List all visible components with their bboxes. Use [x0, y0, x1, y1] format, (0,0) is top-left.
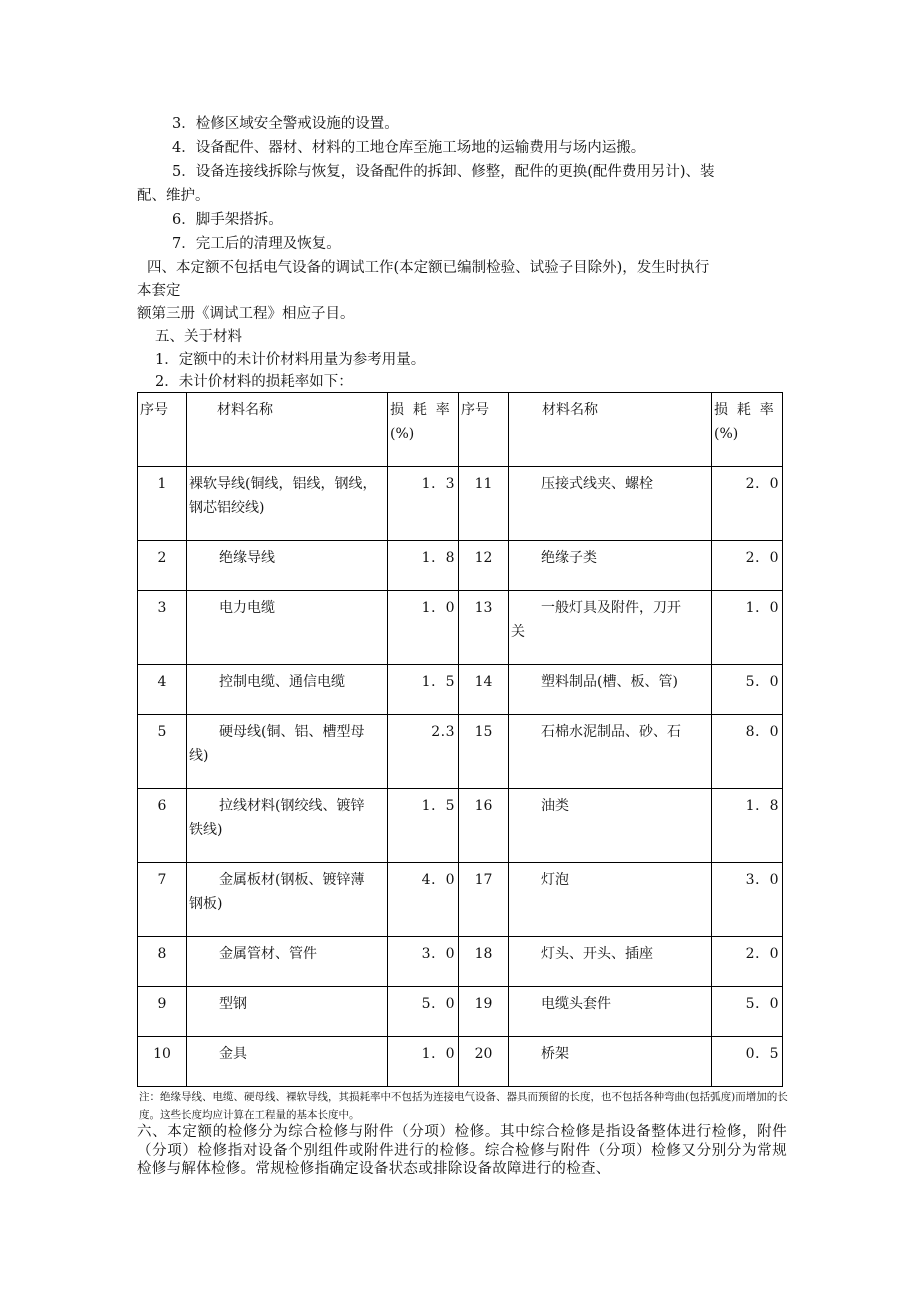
table-row: [138, 937, 783, 987]
row-material-name-2: 灯头、开头、插座: [509, 937, 712, 987]
row-material-name-2: 电缆头套件: [509, 987, 712, 1037]
row-material-name-2: 压接式线夹、螺栓: [509, 467, 712, 541]
header-rate: 损 耗 率 (%): [388, 393, 459, 467]
row-no: 9: [138, 987, 187, 1037]
table-row: [138, 591, 783, 665]
row-loss-rate-2: 2．0: [712, 937, 783, 987]
row-loss-rate-2: 2．0: [712, 467, 783, 541]
row-loss-rate-2: 3．0: [712, 863, 783, 937]
header-no: 序号: [138, 393, 187, 467]
row-loss-rate: 1．5: [388, 789, 459, 863]
row-no-2: 20: [459, 1037, 509, 1087]
section-6-text: 六、本定额的检修分为综合检修与附件（分项）检修。其中综合检修是指设备整体进行检修，附件（分项）检修指对设备个别组件或附件进行的检修。综合检修与附件（分项）检修又分别分为常规检修与解体检修。常规检修指确定设备状态或排除设备故障进行的检查、: [137, 1124, 787, 1177]
row-loss-rate: 5．0: [388, 987, 459, 1037]
row-loss-rate: 1．8: [388, 541, 459, 591]
row-no-2: 13: [459, 591, 509, 665]
row-material-name-2: 绝缘子类: [509, 541, 712, 591]
row-loss-rate-2: 2．0: [712, 541, 783, 591]
row-loss-rate: 2.3: [388, 715, 459, 789]
row-loss-rate-2: 5．0: [712, 987, 783, 1037]
item-3-text: 3．检修区域安全警戒设施的设置。: [172, 116, 399, 132]
table-row: [138, 467, 783, 541]
loss-rate-table: [137, 392, 783, 1087]
row-material-name: 绝缘导线: [187, 541, 388, 591]
header-rate-2: 损 耗 率 (%): [712, 393, 783, 467]
row-no-2: 17: [459, 863, 509, 937]
section-4-text-cont1: 本套定: [137, 283, 181, 299]
row-no: 2: [138, 541, 187, 591]
row-no-2: 19: [459, 987, 509, 1037]
row-loss-rate-2: 8．0: [712, 715, 783, 789]
section-4-text: 四、本定额不包括电气设备的调试工作(本定额已编制检验、试验子目除外)，发生时执行: [147, 260, 710, 276]
row-no-2: 18: [459, 937, 509, 987]
table-header-row: [138, 393, 783, 467]
table-row: [138, 1037, 783, 1087]
row-no: 3: [138, 591, 187, 665]
header-name: 材料名称: [187, 393, 388, 467]
row-no-2: 14: [459, 665, 509, 715]
row-loss-rate-2: 1．8: [712, 789, 783, 863]
row-material-name: 型钢: [187, 987, 388, 1037]
materials-item-2: 2．未计价材料的损耗率如下：: [155, 374, 353, 390]
row-material-name: 金具: [187, 1037, 388, 1087]
row-loss-rate-2: 1．0: [712, 591, 783, 665]
row-material-name: 控制电缆、通信电缆: [187, 665, 388, 715]
row-no: 7: [138, 863, 187, 937]
row-loss-rate: 1．0: [388, 1037, 459, 1087]
row-no: 6: [138, 789, 187, 863]
section-4-text-cont2: 额第三册《调试工程》相应子目。: [137, 306, 355, 322]
table-row: [138, 541, 783, 591]
table-note: 注：绝缘导线、电缆、硬母线、裸软导线，其损耗率中不包括为连接电气设备、器具而预留的长度，也不包括各种弯曲(包括弧度)而增加的长度。这些长度均应计算在工程量的基本长度中。: [139, 1091, 788, 1121]
row-loss-rate: 4．0: [388, 863, 459, 937]
item-6-text: 6．脚手架搭拆。: [172, 212, 283, 228]
row-material-name-2: 灯泡: [509, 863, 712, 937]
section-5-title: 五、关于材料: [155, 329, 242, 345]
materials-item-1: 1．定额中的未计价材料用量为参考用量。: [155, 352, 426, 368]
row-no: 1: [138, 467, 187, 541]
row-material-name: 拉线材料(钢绞线、镀锌 铁线): [187, 789, 388, 863]
row-material-name: 硬母线(铜、铝、槽型母 线): [187, 715, 388, 789]
row-loss-rate: 1．0: [388, 591, 459, 665]
header-no-2: 序号: [459, 393, 509, 467]
row-no-2: 16: [459, 789, 509, 863]
table-row: [138, 789, 783, 863]
item-4-text: 4．设备配件、器材、材料的工地仓库至施工场地的运输费用与场内运搬。: [172, 140, 646, 156]
row-material-name: 金属板材(钢板、镀锌薄 钢板): [187, 863, 388, 937]
row-no: 8: [138, 937, 187, 987]
row-no-2: 15: [459, 715, 509, 789]
table-row: [138, 715, 783, 789]
row-material-name-2: 一般灯具及附件，刀开 关: [509, 591, 712, 665]
row-no: 4: [138, 665, 187, 715]
row-material-name-2: 油类: [509, 789, 712, 863]
table-row: [138, 665, 783, 715]
item-5-text-cont: 配、维护。: [137, 188, 210, 204]
item-5-text: 5．设备连接线拆除与恢复，设备配件的拆卸、修整，配件的更换(配件费用另计)、装: [172, 164, 715, 180]
row-material-name-2: 桥架: [509, 1037, 712, 1087]
row-material-name-2: 塑料制品(槽、板、管): [509, 665, 712, 715]
row-material-name-2: 石棉水泥制品、砂、石: [509, 715, 712, 789]
header-name-2: 材料名称: [509, 393, 712, 467]
row-loss-rate-2: 0．5: [712, 1037, 783, 1087]
row-no: 5: [138, 715, 187, 789]
row-no-2: 12: [459, 541, 509, 591]
row-no: 10: [138, 1037, 187, 1087]
table-row: [138, 987, 783, 1037]
row-loss-rate: 3．0: [388, 937, 459, 987]
row-loss-rate-2: 5．0: [712, 665, 783, 715]
row-material-name: 电力电缆: [187, 591, 388, 665]
row-loss-rate: 1．3: [388, 467, 459, 541]
row-material-name: 裸软导线(铜线，铝线，钢线， 钢芯铝绞线): [187, 467, 388, 541]
row-no-2: 11: [459, 467, 509, 541]
row-material-name: 金属管材、管件: [187, 937, 388, 987]
row-loss-rate: 1．5: [388, 665, 459, 715]
item-7-text: 7．完工后的清理及恢复。: [172, 236, 341, 252]
table-row: [138, 863, 783, 937]
